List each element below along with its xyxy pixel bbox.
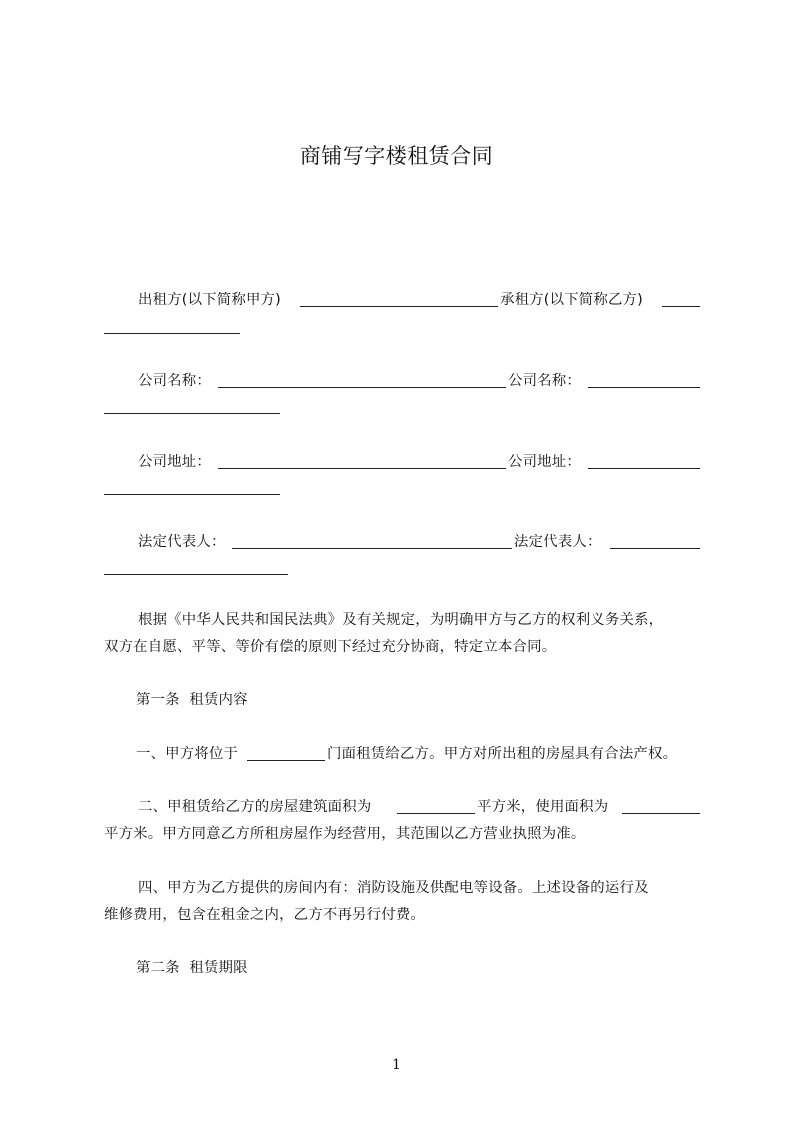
- legal-rep-label-a: 法定代表人：: [138, 534, 226, 550]
- document-title: 商铺写字楼租赁合同: [299, 144, 494, 168]
- legal-rep-label-b: 法定代表人：: [514, 534, 602, 550]
- legal-rep-blank-a: [232, 548, 512, 549]
- company-address-label-a: 公司地址：: [138, 454, 211, 470]
- lessee-blank-continued: [104, 333, 240, 334]
- article-1-item-4-line-2: 维修费用，包含在租金之内，乙方不再另行付费。: [104, 907, 425, 923]
- usable-area-blank: [622, 813, 700, 814]
- company-address-blank-a: [218, 468, 506, 469]
- article-2-heading: 第二条 租赁期限: [136, 960, 248, 976]
- location-blank: [247, 760, 325, 761]
- company-name-blank-a: [218, 387, 506, 388]
- company-name-blank-b-continued: [104, 413, 280, 414]
- article-1-item-1-prefix: 一、甲方将位于: [136, 746, 239, 762]
- preamble-line-2: 双方在自愿、平等、等价有偿的原则下经过充分协商，特定立本合同。: [104, 639, 557, 655]
- preamble-line-1: 根据《中华人民共和国民法典》及有关规定，为明确甲方与乙方的权利义务关系，: [138, 612, 664, 628]
- lessee-blank: [662, 306, 700, 307]
- company-address-blank-b-continued: [104, 494, 280, 495]
- company-address-blank-b: [588, 468, 700, 469]
- article-1-item-2-prefix: 二、甲租赁给乙方的房屋建筑面积为: [138, 799, 372, 815]
- company-address-label-b: 公司地址：: [508, 454, 581, 470]
- legal-rep-blank-b: [610, 548, 700, 549]
- lessor-blank: [300, 306, 498, 307]
- lessee-label: 承租方(以下简称乙方): [500, 292, 643, 308]
- company-name-label-b: 公司名称：: [508, 373, 581, 389]
- article-1-item-2-mid: 平方米，使用面积为: [477, 799, 609, 815]
- company-name-label-a: 公司名称：: [138, 373, 211, 389]
- article-1-item-2-line-2: 平方米。甲方同意乙方所租房屋作为经营用，其范围以乙方营业执照为准。: [104, 826, 586, 842]
- company-name-blank-b: [588, 387, 700, 388]
- page-number: 1: [392, 1057, 401, 1073]
- article-1-heading: 第一条 租赁内容: [136, 692, 248, 708]
- article-1-item-1-suffix: 门面租赁给乙方。甲方对所出租的房屋具有合法产权。: [327, 746, 678, 762]
- building-area-blank: [397, 813, 475, 814]
- article-1-item-4-line-1: 四、甲方为乙方提供的房间内有：消防设施及供配电等设备。上述设备的运行及: [138, 880, 649, 896]
- lessor-label: 出租方(以下简称甲方): [138, 292, 281, 308]
- legal-rep-blank-b-continued: [104, 574, 288, 575]
